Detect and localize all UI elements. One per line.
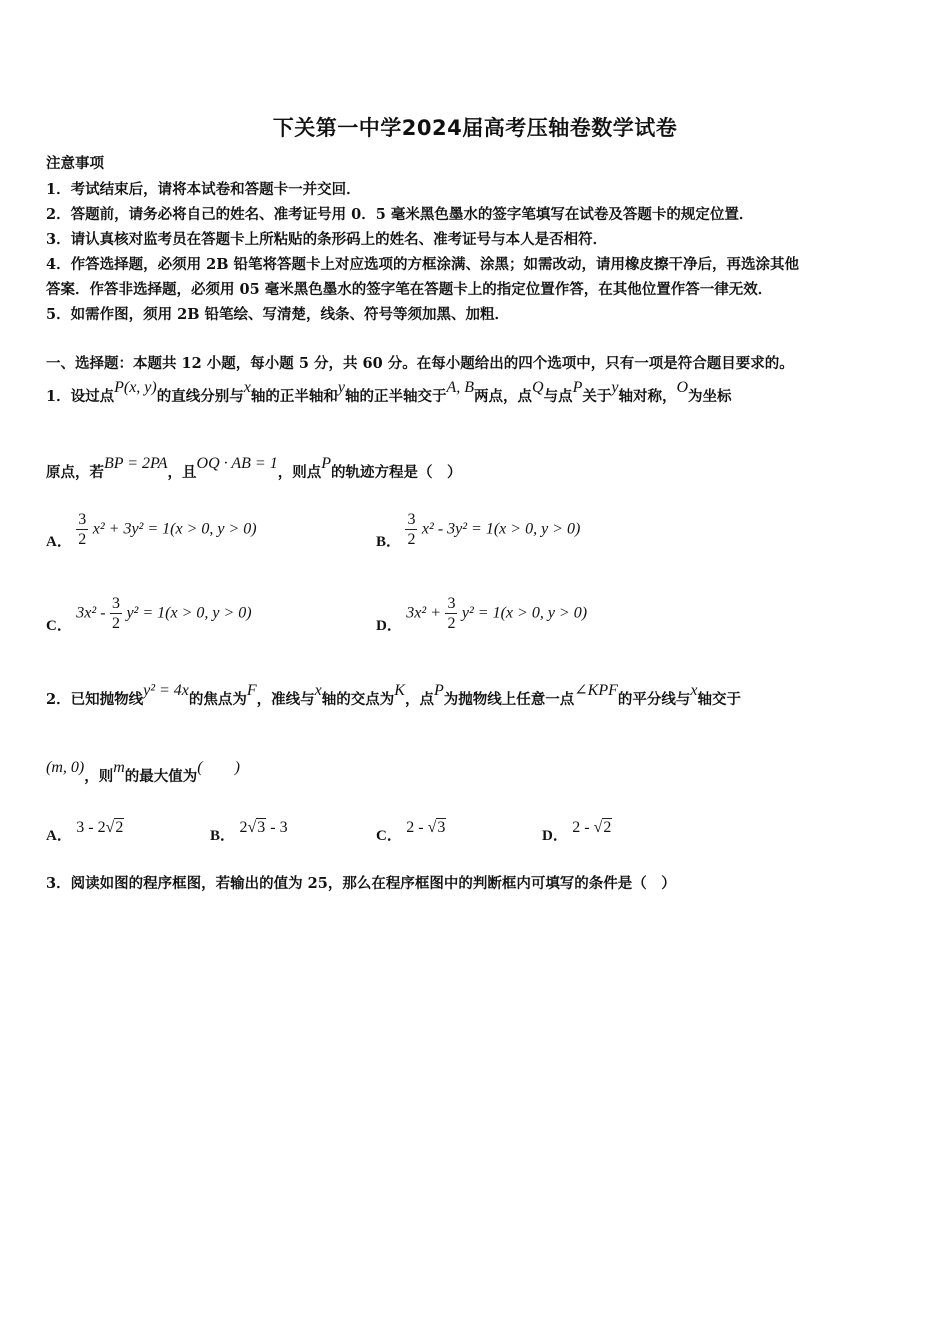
- q2-text: ，准线与: [256, 691, 315, 708]
- q1-option-c[interactable]: [46, 594, 252, 633]
- q2-text: 2．已知抛物线: [46, 691, 144, 708]
- denominator: 2: [111, 615, 120, 632]
- q2-math: ( ): [197, 759, 240, 776]
- expr-part: 2 -: [406, 819, 428, 836]
- option-label: D．: [376, 617, 402, 634]
- question-2-line-1: [46, 682, 741, 709]
- q2-text: 的最大值为: [124, 768, 198, 785]
- notice-item: 1．考试结束后，请将本试卷和答题卡一并交回．: [46, 181, 361, 198]
- q1-text: 的直线分别与: [156, 388, 244, 405]
- q2-option-b[interactable]: [210, 816, 288, 844]
- q1-text: ，且: [167, 464, 197, 481]
- q1-text: 1．设过点: [46, 388, 115, 405]
- q1-math: OQ · AB = 1: [196, 455, 278, 472]
- option-expression: x² + 3y² = 1(x > 0, y > 0): [92, 520, 257, 538]
- q1-text: 轴的正半轴交于: [344, 388, 447, 405]
- q1-math: Q: [532, 379, 544, 396]
- q1-text: 轴的正半轴和: [250, 388, 338, 405]
- fraction: [110, 594, 122, 633]
- option-label: A．: [46, 533, 72, 550]
- expr-part: 3 - 2: [76, 819, 106, 836]
- q2-math: x: [690, 682, 698, 699]
- option-expression: y² = 1(x > 0, y > 0): [126, 604, 252, 622]
- q1-text: 关于: [582, 388, 612, 405]
- q1-math: A, B: [446, 379, 474, 396]
- q1-option-d[interactable]: [376, 594, 587, 633]
- q2-text: 轴的交点为: [321, 691, 395, 708]
- expr-part: 2: [239, 819, 248, 836]
- q1-math: x: [243, 379, 251, 396]
- numerator: 3: [111, 595, 120, 612]
- q2-text: 的平分线与: [617, 691, 691, 708]
- option-expression: 2√3 - 3: [239, 819, 288, 836]
- radicand: 3: [257, 819, 266, 836]
- option-expression: 3x² +: [406, 604, 441, 622]
- q2-math: ∠KPF: [574, 682, 618, 699]
- option-label: C．: [376, 828, 402, 844]
- q1-math: y: [611, 379, 619, 396]
- fraction: [405, 510, 417, 549]
- notice-item: 3．请认真核对监考员在答题卡上所粘贴的条形码上的姓名、准考证号与本人是否相符．: [46, 231, 608, 248]
- q1-math: BP = 2PA: [104, 455, 168, 472]
- question-3: 3．阅读如图的程序框图，若输出的值为 25，那么在程序框图中的判断框内可填写的条件是（ ）: [46, 875, 676, 892]
- radicand: 3: [437, 819, 446, 836]
- option-expression: 3x² -: [76, 604, 106, 622]
- fraction: [445, 594, 457, 633]
- q1-text: 两点，点: [474, 388, 532, 405]
- exam-title: 下关第一中学2024届高考压轴卷数学试卷: [272, 116, 678, 140]
- option-expression: y² = 1(x > 0, y > 0): [461, 604, 588, 622]
- q2-math: K: [394, 682, 405, 699]
- radicand: 2: [603, 819, 612, 836]
- numerator: 3: [407, 511, 416, 528]
- q2-option-c[interactable]: [376, 816, 446, 844]
- q2-text: 轴交于: [697, 691, 741, 708]
- q1-text: 原点，若: [46, 464, 104, 481]
- q2-text: ，则: [84, 768, 114, 785]
- question-1-line-2: [46, 455, 462, 482]
- q2-math: (m, 0): [46, 759, 85, 776]
- section-heading: 一、选择题：本题共 12 小题，每小题 5 分，共 60 分。在每小题给出的四个选项中，只有一项是符合题目要求的。: [46, 355, 794, 372]
- q2-math: x: [314, 682, 322, 699]
- q1-text: 为坐标: [688, 388, 732, 405]
- q2-math: m: [113, 759, 125, 776]
- notice-item: 4．作答选择题，必须用 2B 铅笔将答题卡上对应选项的方框涂满、涂黑；如需改动，请用橡皮擦干净后，再选涂其他: [46, 256, 800, 273]
- q1-math: y: [337, 379, 345, 396]
- option-label: A．: [46, 828, 72, 844]
- question-1-line-1: [46, 379, 732, 406]
- q1-math: P: [321, 455, 331, 472]
- option-label: B．: [376, 533, 402, 550]
- numerator: 3: [447, 595, 456, 612]
- q1-math: P: [572, 379, 583, 396]
- q2-option-d[interactable]: [542, 816, 612, 844]
- q2-math: y² = 4x: [143, 682, 189, 699]
- notice-item: 5．如需作图，须用 2B 铅笔绘、写清楚，线条、符号等须加黑、加粗．: [46, 306, 510, 323]
- q2-math: F: [246, 682, 257, 699]
- option-expression: 2 - √3: [406, 819, 446, 836]
- q1-text: ，则点: [277, 464, 322, 481]
- q2-option-a[interactable]: [46, 816, 124, 844]
- option-expression: 2 - √2: [572, 819, 612, 836]
- numerator: 3: [78, 511, 87, 528]
- question-2-line-2: [46, 759, 240, 786]
- fraction: [76, 510, 88, 549]
- q1-text: 的轨迹方程是（ ）: [331, 464, 462, 481]
- notice-heading: 注意事项: [46, 155, 104, 172]
- denominator: 2: [407, 531, 416, 548]
- option-label: B．: [210, 828, 236, 844]
- q2-math: P: [433, 682, 444, 699]
- expr-part: 2 -: [572, 819, 594, 836]
- q1-text: 轴对称，: [618, 388, 677, 405]
- q2-text: 为抛物线上任意一点: [443, 691, 575, 708]
- q1-option-b[interactable]: [376, 510, 580, 549]
- q1-math: O: [676, 379, 689, 396]
- notice-item: 答案．作答非选择题，必须用 05 毫米黑色墨水的签字笔在答题卡上的指定位置作答，在其他位置作答一律无效．: [46, 281, 773, 298]
- option-label: C．: [46, 617, 72, 634]
- option-expression: x² - 3y² = 1(x > 0, y > 0): [421, 520, 581, 538]
- q1-text: 与点: [543, 388, 573, 405]
- q2-text: ，点: [404, 691, 434, 708]
- notice-item: 2．答题前，请务必将自己的姓名、准考证号用 0．5 毫米黑色墨水的签字笔填写在试卷及答题卡的规定位置．: [46, 206, 754, 223]
- q2-text: 的焦点为: [188, 691, 247, 708]
- option-label: D．: [542, 828, 568, 844]
- option-expression: 3 - 2√2: [76, 819, 124, 836]
- radicand: 2: [115, 819, 124, 836]
- q1-option-a[interactable]: [46, 510, 257, 549]
- denominator: 2: [78, 531, 87, 548]
- q1-math: P(x, y): [114, 379, 157, 396]
- expr-part: - 3: [266, 819, 288, 836]
- denominator: 2: [447, 615, 456, 632]
